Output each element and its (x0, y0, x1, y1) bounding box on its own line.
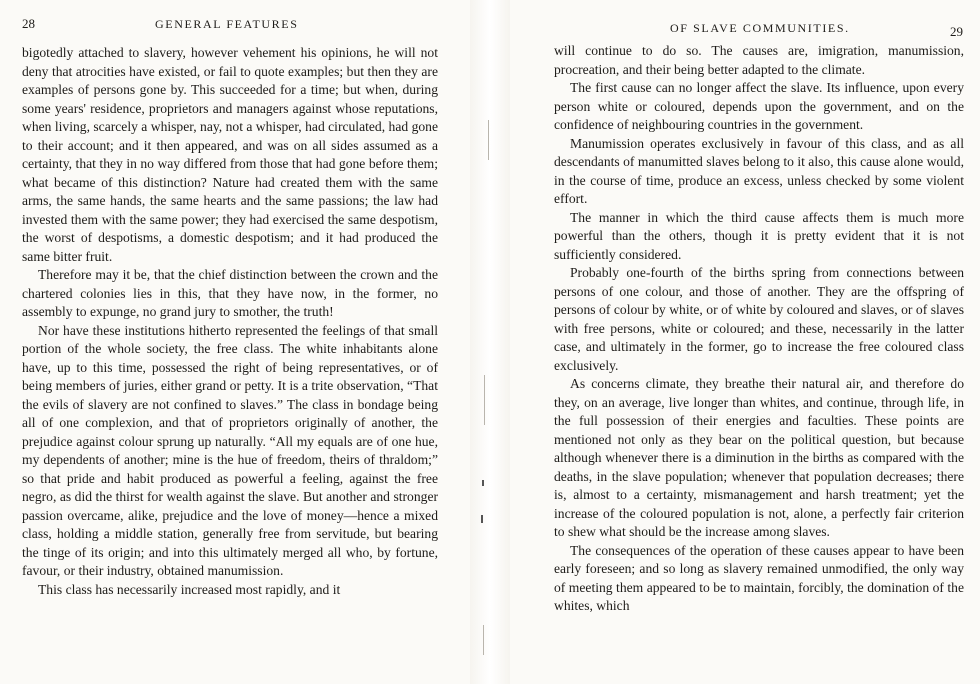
right-page-body (554, 42, 964, 616)
right-page-number: 29 (950, 24, 963, 39)
paragraph: As concerns climate, they breathe their natural air, and therefore do they, on an average, live longer than whites, and continue, through life, in the full possession of their energies and faculties. These points are mentioned not only as they bear on the political question, but because although whenever there is a diminution in the births as compared with the deaths, in the slave population; whenever that population decreases; there is, almost to a certainty, mismanagement and harsh treatment; yet the increase of the coloured population is not, alone, a perfectly fair criterion to shew what should be the increase among slaves. (554, 376, 964, 539)
left-page-body (22, 44, 438, 599)
right-page (510, 0, 980, 684)
gutter-mark (488, 120, 489, 160)
gutter-mark (483, 625, 484, 655)
paragraph: The manner in which the third cause affects them is much more powerful than the others, though it is pretty evident that it is not sufficiently considered. (554, 209, 964, 262)
paragraph: Nor have these institutions hitherto represented the feelings of that small portion of the whole society, the free class. The white inhabitants alone have, up to this time, possessed the right of being representatives, or of being members of juries, either grand or petty. It is a trite observation, “That the evils of slavery are not confined to slaves.” The class in bondage being all of one complexion, and that of proprietors originally of another, the prejudice against colour sprung up naturally. “All my equals are of one hue, my dependents of another; mine is the hue of freedom, theirs of thraldom;” so that pride and habit produced as powerful a feeling, against the free negro, as did the thirst for wealth against the slave. But another and stronger passion overcame, alike, prejudice and the love of money—hence a mixed class, holding a middle station, generally free from servitude, but bearing the tinge of its origin; and into this ultimately merged all who, by fortune, favour, or their industry, obtained manumission. (22, 322, 438, 578)
gutter-mark (481, 515, 483, 523)
left-running-head: GENERAL FEATURES (155, 17, 299, 31)
left-page-number: 28 (22, 16, 35, 31)
paragraph: Probably one-fourth of the births spring from connections between persons of one colour, and those of another. They are the offspring of persons of colour by white, or of white by coloured and slaves, or of slaves with free persons, white or coloured; and these, necessarily in the latter case, and ultimately in the former, go to increase the free coloured class exclusively. (554, 265, 964, 373)
gutter-mark (482, 480, 484, 486)
gutter-mark (484, 375, 485, 425)
left-page (0, 0, 470, 684)
paragraph: The consequences of the operation of these causes appear to have been early foreseen; and so long as slavery remained unmodified, the only way of meeting them appeared to be to maintain, forcibly, the domination of the whites, which (554, 542, 964, 613)
right-running-head: OF SLAVE COMMUNITIES. (670, 21, 850, 35)
paragraph: bigotedly attached to slavery, however vehement his opinions, he will not deny that atrocities have existed, or fail to quote examples; but then they are examples of persons gone by. This succeeded for a time; but when, during some years' residence, proprietors and managers against whose reputations, when living, scarcely a whisper, nay, not a whisper, had circulated, had gone to their account; and it then appeared, and was on all sides assumed as a certainty, that they in no way differed from those that had gone before them; what became of this distinction? Nature had created them with the same arms, the same hands, the same hearts and the same passions; the law had invested them with the same power; they had exercised the same despotism, the worst of despotisms, a domestic despotism; and it had produced the same bitter fruit. (22, 45, 438, 264)
paragraph: The first cause can no longer affect the slave. Its influence, upon every person white or coloured, depends upon the government, and on the confidence of neighbouring countries in the government. (554, 80, 964, 132)
paragraph: This class has necessarily increased most rapidly, and it (38, 581, 341, 597)
paragraph: will continue to do so. The causes are, imigration, manumission, procreation, and their being better adapted to the climate. (554, 43, 964, 77)
paragraph: Therefore may it be, that the chief distinction between the crown and the chartered colonies lies in this, that they have now, in the former, no assembly to expunge, no grand jury to smother, the truth! (22, 267, 438, 319)
book-gutter (470, 0, 510, 684)
paragraph: Manumission operates exclusively in favour of this class, and as all descendants of manumitted slaves belong to it also, this cause alone would, in the course of time, produce an excess, unless checked by some violent effort. (554, 135, 964, 206)
